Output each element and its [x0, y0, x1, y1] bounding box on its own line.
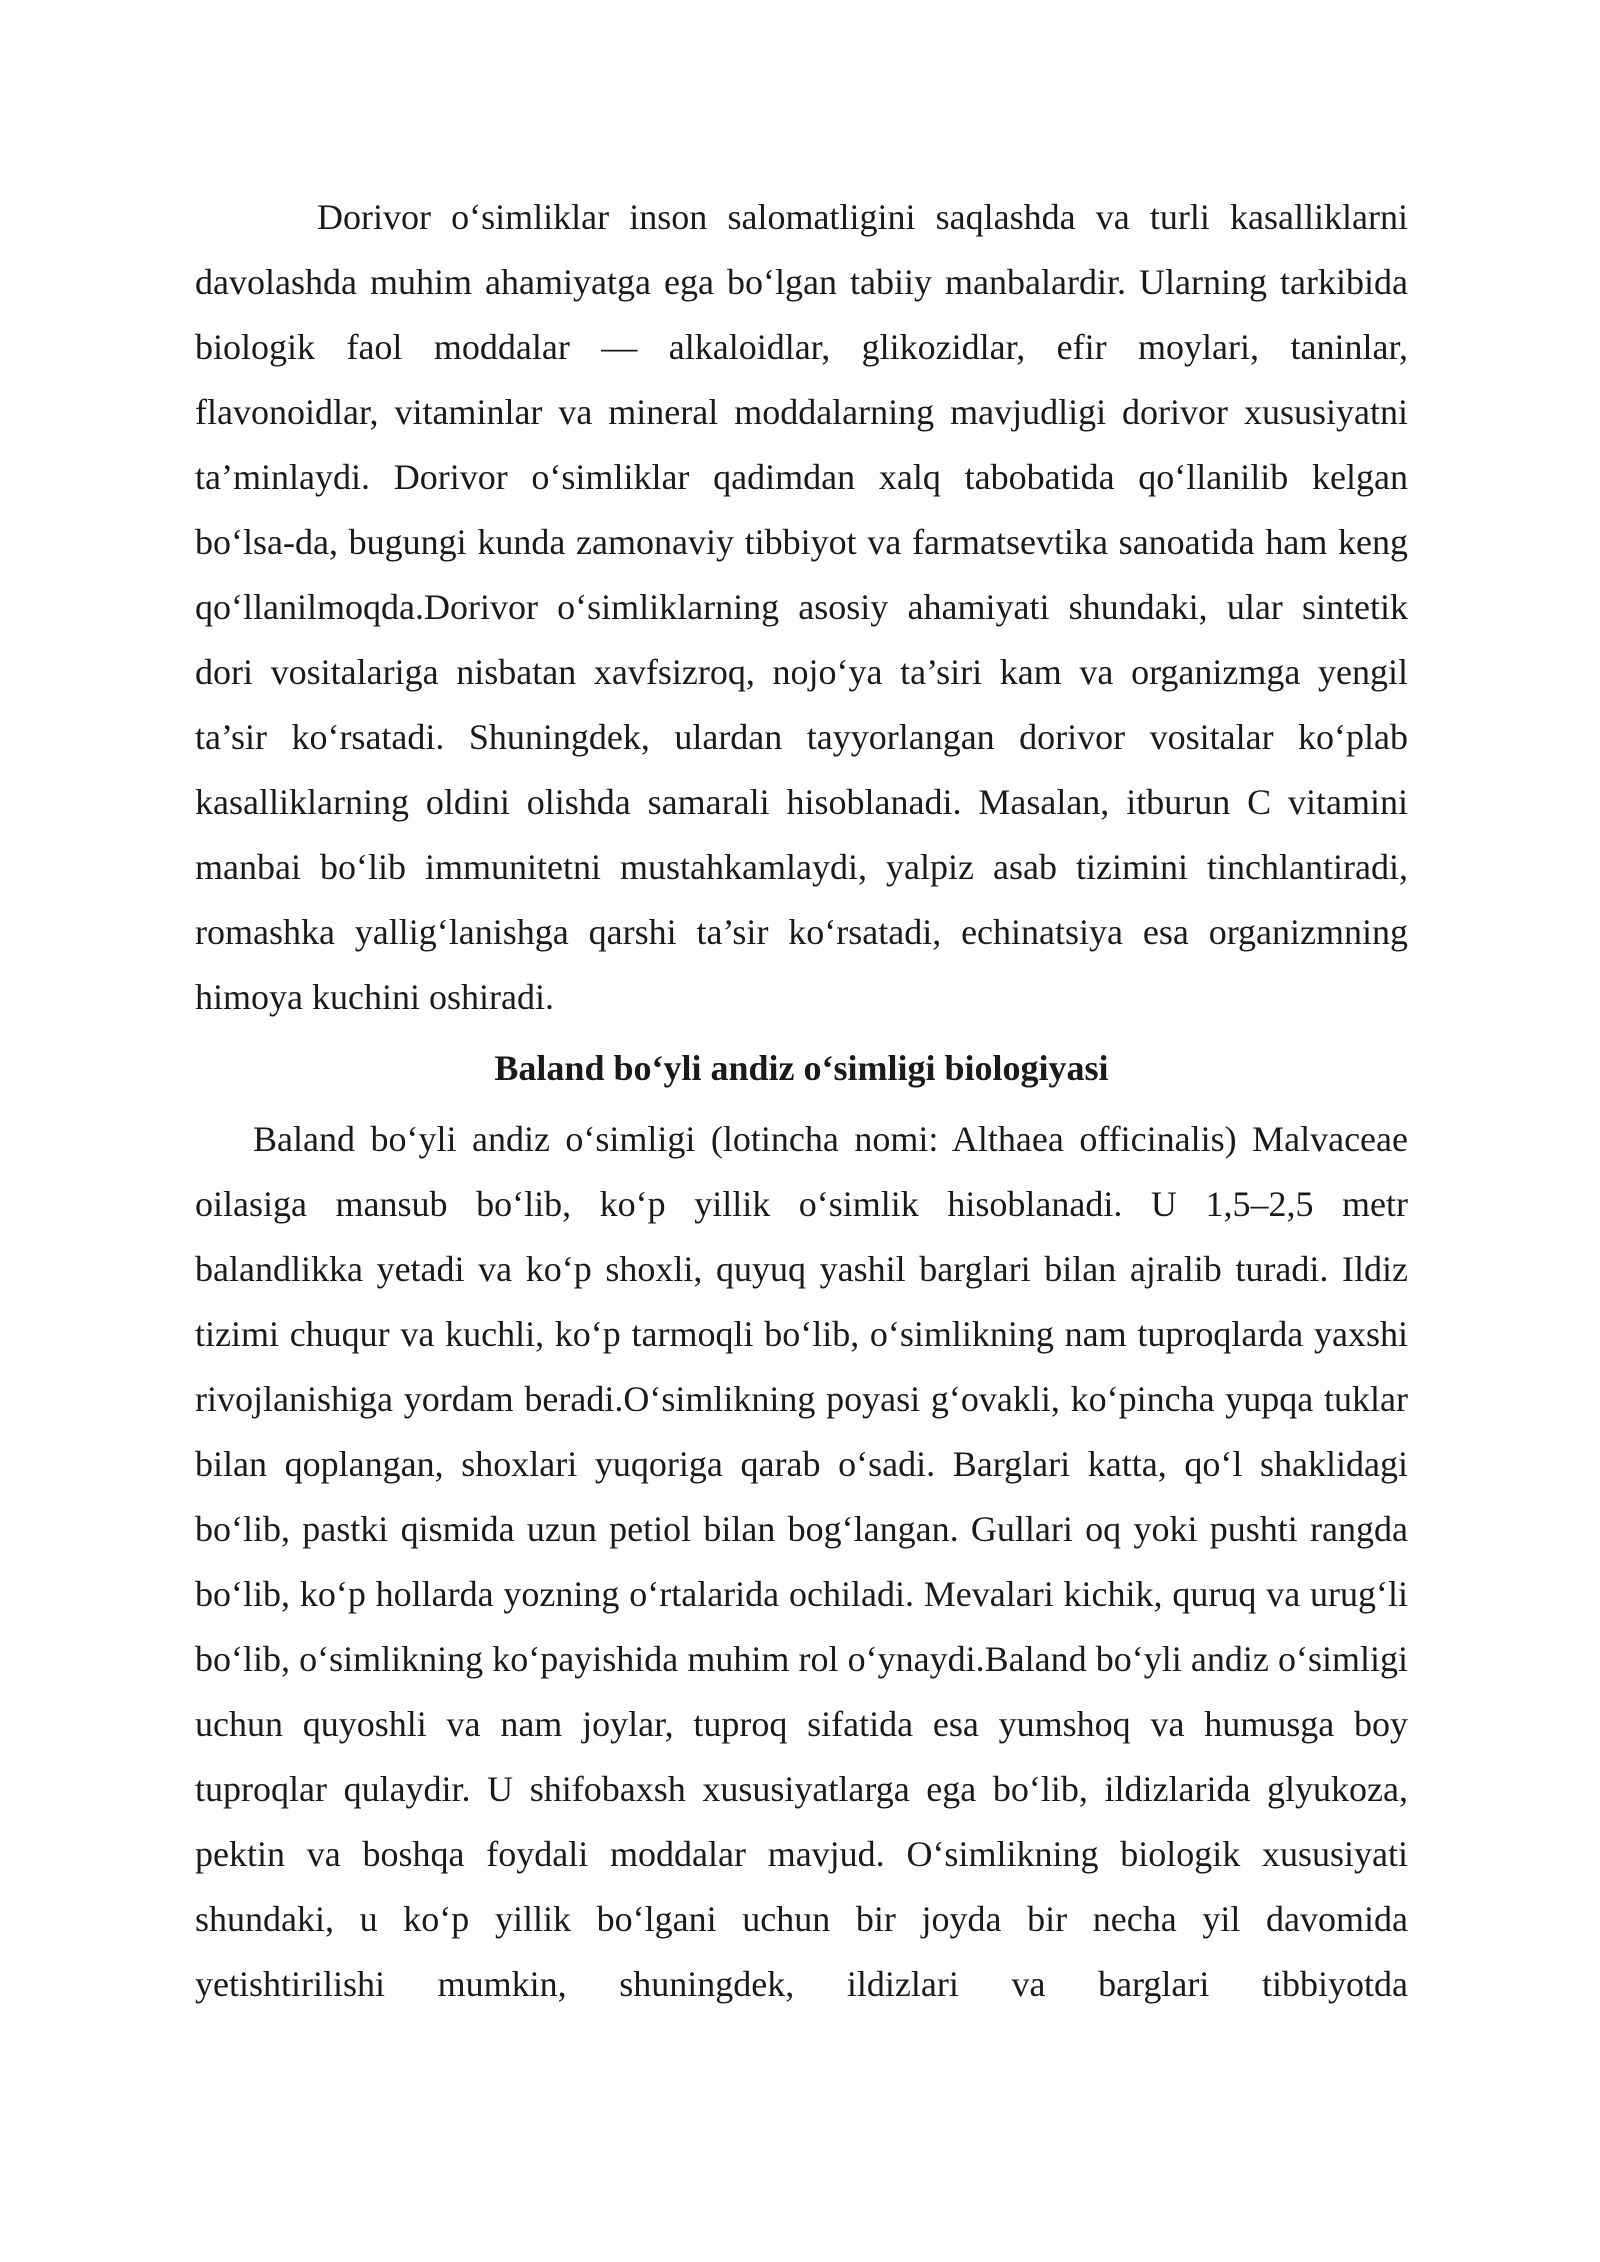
document-body: [195, 185, 1408, 2017]
intro-paragraph: Dorivor o‘simliklar inson salomatligini saqlashda va turli kasalliklarni davolashda muhim ahamiyatga ega bo‘lgan tabiiy manbalardir. Ularning tarkibida biologik faol moddalar — alkaloidlar, glikozidlar, efir moylari, taninlar, flavonoidlar, vitaminlar va mineral moddalarning mavjudligi dorivor xususiyatni ta’minlaydi. Dorivor o‘simliklar qadimdan xalq tabobatida qo‘llanilib kelgan bo‘lsa-da, bugungi kunda zamonaviy tibbiyot va farmatsevtika sanoatida ham keng qo‘llanilmoqda.Dorivor o‘simliklarning asosiy ahamiyati shundaki, ular sintetik dori vositalariga nisbatan xavfsizroq, nojo‘ya ta’siri kam va organizmga yengil ta’sir ko‘rsatadi. Shuningdek, ulardan tayyorlangan dorivor vositalar ko‘plab kasalliklarning oldini olishda samarali hisoblanadi. Masalan, itburun C vitamini manbai bo‘lib immunitetni mustahkamlaydi, yalpiz asab tizimini tinchlantiradi, romashka yallig‘lanishga qarshi ta’sir ko‘rsatadi, echinatsiya esa organizmning himoya kuchini oshiradi.: [195, 197, 1408, 1017]
section-heading: Baland bo‘yli andiz o‘simligi biologiyasi: [494, 1048, 1109, 1088]
biology-paragraph: Baland bo‘yli andiz o‘simligi (lotincha nomi: Althaea officinalis) Malvaceae oilasiga mansub bo‘lib, ko‘p yillik o‘simlik hisoblanadi. U 1,5–2,5 metr balandlikka yetadi va ko‘p shoxli, quyuq yashil barglari bilan ajralib turadi. Ildiz tizimi chuqur va kuchli, ko‘p tarmoqli bo‘lib, o‘simlikning nam tuproqlarda yaxshi rivojlanishiga yordam beradi.O‘simlikning poyasi g‘ovakli, ko‘pincha yupqa tuklar bilan qoplangan, shoxlari yuqoriga qarab o‘sadi. Barglari katta, qo‘l shaklidagi bo‘lib, pastki qismida uzun petiol bilan bog‘langan. Gullari oq yoki pushti rangda bo‘lib, ko‘p hollarda yozning o‘rtalarida ochiladi. Mevalari kichik, quruq va urug‘li bo‘lib, o‘simlikning ko‘payishida muhim rol o‘ynaydi.Baland bo‘yli andiz o‘simligi uchun quyoshli va nam joylar, tuproq sifatida esa yumshoq va humusga boy tuproqlar qulaydir. U shifobaxsh xususiyatlarga ega bo‘lib, ildizlarida glyukoza, pektin va boshqa foydali moddalar mavjud. O‘simlikning biologik xususiyati shundaki, u ko‘p yillik bo‘lgani uchun bir joyda bir necha yil davomida yetishtirilishi mumkin, shuningdek, ildizlari va barglari tibbiyotda: [195, 1119, 1408, 2004]
